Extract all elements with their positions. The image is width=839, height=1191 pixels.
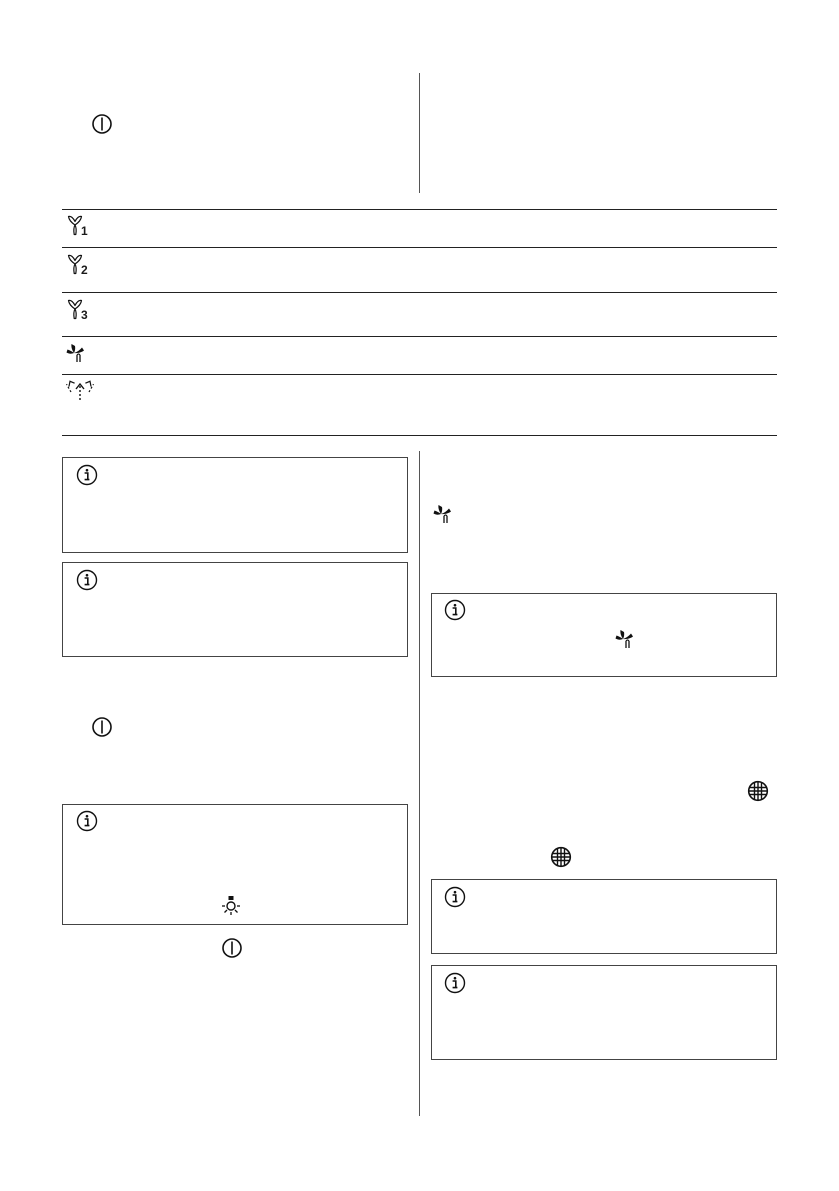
table-rule	[62, 435, 777, 436]
fan-speed-1-subscript: 1	[81, 224, 88, 238]
info-icon	[444, 599, 466, 621]
info-note-box	[431, 879, 777, 954]
power-icon	[221, 937, 243, 959]
fan-speed-3-subscript: 3	[81, 308, 88, 322]
top-column-divider	[419, 73, 420, 193]
fan-speed-2-subscript: 2	[81, 263, 88, 277]
info-icon	[76, 464, 98, 486]
boost-fan-icon	[65, 342, 87, 364]
power-icon	[91, 113, 113, 135]
boost-fan-icon	[614, 628, 636, 650]
power-icon	[91, 716, 113, 738]
info-note-box	[431, 965, 777, 1060]
table-rule	[62, 374, 777, 375]
table-rule	[62, 209, 777, 210]
info-note-box	[431, 593, 777, 677]
table-rule	[62, 247, 777, 248]
boost-fan-icon	[432, 503, 454, 525]
lamp-icon	[220, 895, 242, 917]
info-note-box	[62, 457, 408, 553]
info-icon	[76, 810, 98, 832]
info-note-box	[62, 804, 408, 925]
column-divider	[419, 451, 420, 1116]
extraction-arrows-icon	[63, 378, 97, 402]
table-rule	[62, 336, 777, 337]
table-rule	[62, 292, 777, 293]
info-icon	[444, 886, 466, 908]
info-icon	[444, 972, 466, 994]
filter-grid-icon	[550, 846, 572, 868]
info-icon	[76, 569, 98, 591]
info-note-box	[62, 562, 408, 657]
filter-grid-icon	[747, 780, 769, 802]
